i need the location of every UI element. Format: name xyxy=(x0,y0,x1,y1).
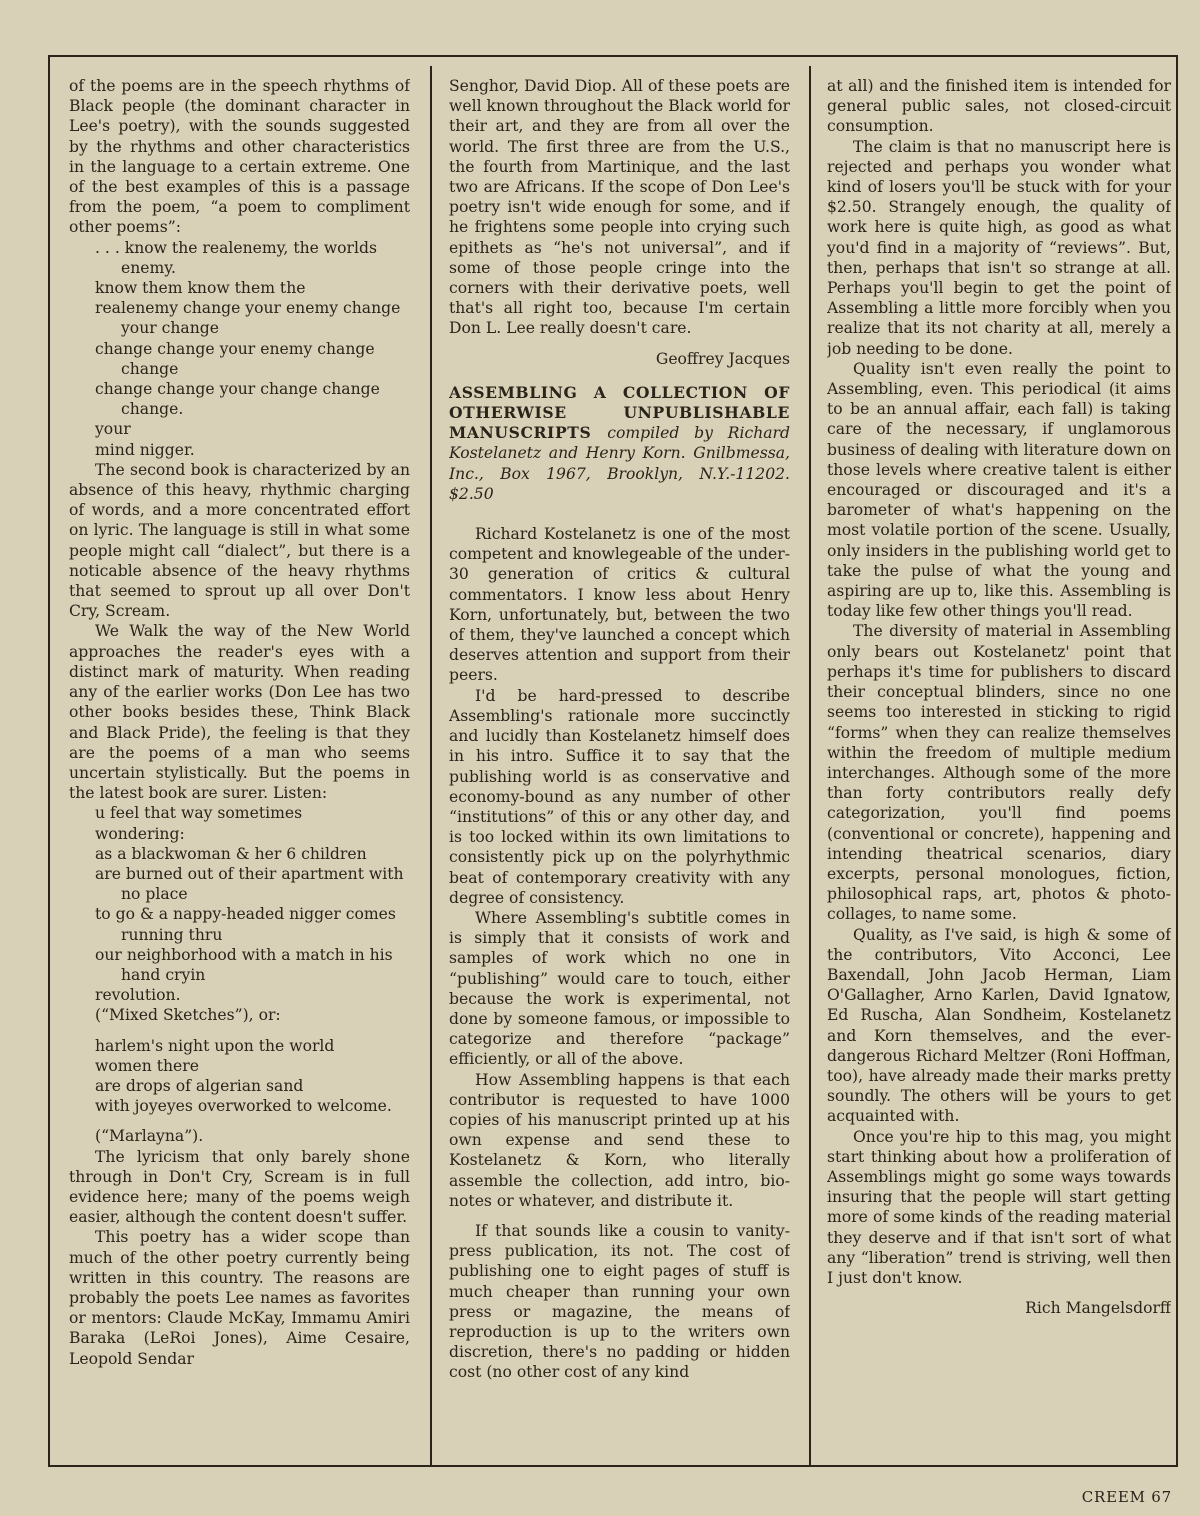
column-3 xyxy=(827,76,1171,1466)
paragraph: at all) and the finished item is intended for general public sales, not closed-circuit consumption. xyxy=(827,77,1171,136)
paragraph: Senghor, David Diop. All of these poets are well known throughout the Black world for their art, and they are from all over the world. The first three are from the U.S., the fourth from Martinique, and the last two are Africans. If the scope of Don Lee's poetry isn't wide enough for some, and if he frightens some people into crying such epithets as “he's not universal”, and if some of those people cringe into the corners with their derivative poets, well that's all right too, because I'm certain Don L. Lee really doesn't care. xyxy=(449,77,790,338)
paragraph: The second book is characterized by an absence of this heavy, rhythmic charging of words, and a more concentrated effort on lyric. The language is still in what some people might call “dialect”, but there is a noticable absence of the heavy rhythms that seemed to sprout up all over Don't Cry, Scream. xyxy=(69,460,410,621)
poem-line: to go & a nappy-headed nigger comes running thru xyxy=(95,905,396,944)
poem-line: are drops of algerian sand xyxy=(95,1076,304,1095)
poem-line: mind nigger. xyxy=(95,440,195,459)
paragraph: Richard Kostelanetz is one of the most competent and knowlegeable of the under-30 generation of critics & cultural commentators. I know less about Henry Korn, unfortunately, but, between the two of them, they've launched a concept which deserves attention and support from their peers. xyxy=(449,525,790,685)
paragraph: Quality isn't even really the point to Assembling, even. This periodical (it aims to be an annual affair, each fall) is taking care of the necessary, if unglamorous business of dealing with literature down on those levels where creative talent is either encouraged or discouraged and it's a barometer of what's happening on the most volatile portion of the scene. Usually, only insiders in the publishing world get to take the pulse of what the young and aspiring are up to, like this. Assembling is today like few other things you'll read. xyxy=(827,359,1171,621)
paragraph: Quality, as I've said, is high & some of the contributors, Vito Acconci, Lee Baxendall, John Jacob Herman, Liam O'Gallagher, Arno Karlen, David Ignatow, Ed Ruscha, Alan Sondheim, Kostelanetz and Korn themselves, and the ever-dangerous Richard Meltzer (Roni Hoffman, too), have already made their marks pretty soundly. The others will be yours to get acquainted with. xyxy=(827,925,1171,1126)
paragraph: The lyricism that only barely shone through in Don't Cry, Scream is in full evidence here; many of the poems weigh easier, although the content doesn't suffer. xyxy=(69,1147,410,1227)
paragraph: We Walk the way of the New World approaches the reader's eyes with a distinct mark of maturity. When reading any of the earlier works (Don Lee has two other books besides these, Think Black and Black Pride), the feeling is that they are the poems of a man who seems uncertain stylistically. But the poems in the latest book are surer. Listen: xyxy=(69,622,410,803)
poem-line: wondering: xyxy=(95,824,185,843)
column-rule xyxy=(809,66,811,1466)
poem-line: (“Marlayna”). xyxy=(95,1127,204,1146)
paragraph: The claim is that no manuscript here is rejected and perhaps you wonder what kind of losers you'll be stuck with for your $2.50. Strangely enough, the quality of work here is quite high, as good as what you'd find in a majority of “reviews”. But, then, perhaps that isn't so strange at all. Perhaps you'll begin to get the point of Assembling a little more forcibly when you realize that its not charity at all, merely a job needing to be done. xyxy=(827,137,1171,358)
poem-line: as a blackwoman & her 6 children xyxy=(95,844,367,863)
paragraph: Where Assembling's subtitle comes in is simply that it consists of work and samples of work which no one in “publishing” would care to touch, either because the work is experimental, not done by someone famous, or impossible to categorize and therefore “package” efficiently, or all of the above. xyxy=(449,908,790,1069)
heading-details: compiled by Richard Kostelanetz and Henry Korn. Gnilbmessa, Inc., Box 1967, Brooklyn, N.Y.-11202. $2.50 xyxy=(449,424,790,503)
poem-line: change change your enemy change change xyxy=(95,339,375,378)
poem-line: with joyeyes overworked to welcome. xyxy=(95,1097,392,1116)
poem-line: realenemy change your enemy change your change xyxy=(95,299,401,338)
column-rule xyxy=(430,66,432,1466)
poem-line: know them know them the xyxy=(95,279,306,298)
paragraph: I'd be hard-pressed to describe Assembling's rationale more succinctly and lucidly than Kostelanetz himself does in his intro. Suffice it to say that the publishing world is as conservative and economy-bound as any number of other “institutions” of this or any other day, and is too locked within its own limitations to consistently pick up on the polyrhythmic beat of contemporary creativity with any degree of consistency. xyxy=(449,686,790,907)
review-heading xyxy=(449,383,790,504)
review-signature: Rich Mangelsdorff xyxy=(1025,1299,1171,1318)
poem-line: women there xyxy=(95,1056,199,1075)
poem-line: u feel that way sometimes xyxy=(95,804,303,823)
poem-line: your xyxy=(95,420,131,439)
poem-line: are burned out of their apartment with no place xyxy=(95,864,404,904)
poem-excerpt xyxy=(95,238,410,460)
paragraph: The diversity of material in Assembling only bears out Kostelanetz' point that perhaps it's time for publishers to discard their conceptual blinders, since no one seems too interested in sticking to rigid “forms” when they can realize themselves within the freedom of multiple medium interchanges. Although some of the more than forty contributors really defy categorization, you'll find poems (conventional or concrete), happening and intending theatrical scenarios, diary excerpts, personal monologues, fiction, philosophical raps, art, photos & photo-collages, to name some. xyxy=(827,622,1171,924)
paragraph: This poetry has a wider scope than much of the other poetry currently being written in this country. The reasons are probably the poets Lee names as favorites or mentors: Claude McKay, Immamu Amiri Baraka (LeRoi Jones), Aime Cesaire, Leopold Sendar xyxy=(69,1228,410,1368)
paragraph: Once you're hip to this mag, you might start thinking about how a proliferation of Assemblings might go some ways towards insuring that the people will start getting more of some kinds of the reading material they deserve and if that isn't sort of what any “liberation” trend is striving, well then I just don't know. xyxy=(827,1127,1171,1287)
page-footer: CREEM 67 xyxy=(1081,1488,1172,1506)
poem-excerpt xyxy=(95,1036,410,1147)
poem-line: harlem's night upon the world xyxy=(95,1036,335,1055)
poem-line: our neighborhood with a match in his hand cryin xyxy=(95,945,393,984)
review-signature: Geoffrey Jacques xyxy=(655,349,790,368)
column-1 xyxy=(69,76,410,1466)
paragraph: If that sounds like a cousin to vanity-press publication, its not. The cost of publishing one to eight pages of stuff is much cheaper than running your own press or magazine, the means of reproduction is up to the writers own discretion, there's no padding or hidden cost (no other cost of any kind xyxy=(449,1221,790,1382)
paragraph: of the poems are in the speech rhythms of Black people (the dominant character in Lee's poetry), with the sounds suggested by the rhythms and other characteristics in the language to a certain extreme. One of the best examples of this is a passage from the poem, “a poem to compliment other poems”: xyxy=(69,77,410,237)
paragraph: How Assembling happens is that each contributor is requested to have 1000 copies of his manuscript printed up at his own expense and send these to Kostelanetz & Korn, who literally assemble the collection, add intro, bio-notes or whatever, and distribute it. xyxy=(449,1070,790,1210)
poem-line: revolution. xyxy=(95,986,181,1005)
poem-line: (“Mixed Sketches”), or: xyxy=(95,1006,281,1025)
poem-line: change change your change change change. xyxy=(95,380,380,419)
poem-excerpt xyxy=(95,803,410,1025)
column-2 xyxy=(449,76,790,1466)
heading-title: ASSEMBLING A COLLECTION OF OTHERWISE UNPUBLISHABLE MANUSCRIPTS xyxy=(449,382,790,443)
poem-line: . . . know the realenemy, the worlds enemy. xyxy=(95,238,377,277)
